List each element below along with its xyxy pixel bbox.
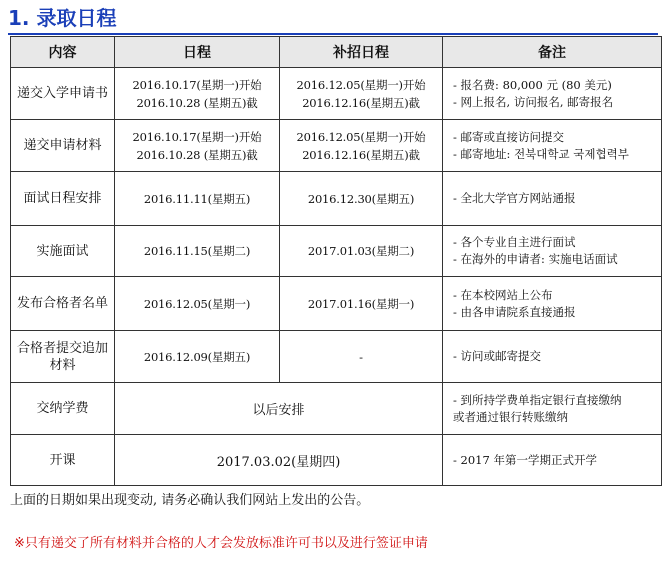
row-item: 实施面试 [11,226,115,277]
row-supplement: 2017.01.03(星期二) [280,226,443,277]
row-notes: - 访问或邮寄提交 [443,331,662,383]
row-span-schedule: 2017.03.02(星期四) [115,435,443,486]
row-supplement: 2016.12.05(星期一)开始 2016.12.16(星期五)截 [280,68,443,120]
header-item: 内容 [11,37,115,68]
table-row [11,331,662,383]
table-row [11,277,662,331]
row-notes: - 到所持学费单指定银行直接缴纳 或者通过银行转账缴纳 [443,383,662,435]
row-schedule: 2016.12.05(星期一) [115,277,280,331]
row-supplement: 2016.12.05(星期一)开始 2016.12.16(星期五)截 [280,120,443,172]
table-row [11,435,662,486]
row-schedule: 2016.10.17(星期一)开始 2016.10.28 (星期五)截 [115,120,280,172]
date-change-notice: 上面的日期如果出现变动, 请务必确认我们网站上发出的公告。 [10,493,370,508]
row-supplement: - [280,331,443,383]
table-row [11,383,662,435]
row-notes: - 报名费: 80,000 元 (80 美元) - 网上报名, 访问报名, 邮寄报名 [443,68,662,120]
title-underline [8,33,658,35]
table-row [11,120,662,172]
row-supplement: 2016.12.30(星期五) [280,172,443,226]
row-notes: - 邮寄或直接访问提交 - 邮寄地址: 전북대학교 국제협력부 [443,120,662,172]
admission-schedule-table [10,36,662,486]
row-item: 开课 [11,435,115,486]
row-span-schedule: 以后安排 [115,383,443,435]
table-row [11,172,662,226]
visa-warning: ※只有递交了所有材料并合格的人才会发放标准许可书以及进行签证申请 [14,536,428,551]
row-schedule: 2016.10.17(星期一)开始 2016.10.28 (星期五)截 [115,68,280,120]
row-item: 交纳学费 [11,383,115,435]
row-notes: - 在本校网站上公布 - 由各申请院系直接通报 [443,277,662,331]
header-supplement: 补招日程 [280,37,443,68]
row-item: 面试日程安排 [11,172,115,226]
row-notes: - 2017 年第一学期正式开学 [443,435,662,486]
section-title: 1. 录取日程 [8,6,117,30]
row-schedule: 2016.11.11(星期五) [115,172,280,226]
table-row [11,68,662,120]
header-schedule: 日程 [115,37,280,68]
row-notes: - 全北大学官方网站通报 [443,172,662,226]
row-item: 合格者提交追加材料 [11,331,115,383]
table-row [11,226,662,277]
row-item: 发布合格者名单 [11,277,115,331]
row-schedule: 2016.12.09(星期五) [115,331,280,383]
row-supplement: 2017.01.16(星期一) [280,277,443,331]
row-schedule: 2016.11.15(星期二) [115,226,280,277]
table-header-row [11,37,662,68]
row-notes: - 各个专业自主进行面试 - 在海外的申请者: 实施电话面试 [443,226,662,277]
row-item: 递交申请材料 [11,120,115,172]
row-item: 递交入学申请书 [11,68,115,120]
header-notes: 备注 [443,37,662,68]
